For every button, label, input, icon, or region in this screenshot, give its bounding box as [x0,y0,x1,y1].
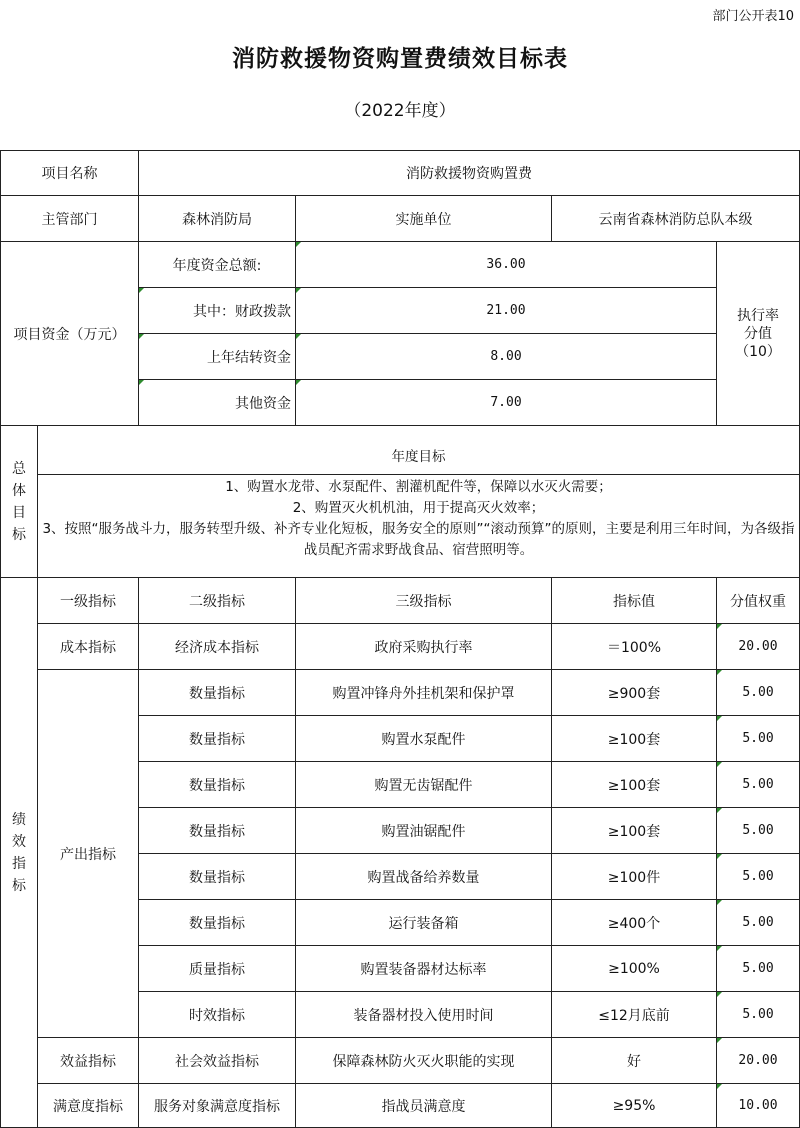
level2-indicator: 服务对象满意度指标 [139,1084,296,1128]
overall-goal-label [1,426,38,578]
indicator-value: ≥400个 [552,900,717,946]
indicator-value: ＝100% [552,624,717,670]
level2-indicator: 数量指标 [139,808,296,854]
indicator-value: ≤12月底前 [552,992,717,1038]
execution-rate-line2: 分值 [744,325,772,342]
level1-satisfaction: 满意度指标 [38,1084,139,1128]
level3-indicator: 购置水泵配件 [296,716,552,762]
annual-goal-cell [38,426,800,578]
indicator-value: 好 [552,1038,717,1084]
perf-indicator-char: 绩 [12,811,26,828]
level3-indicator: 指战员满意度 [296,1084,552,1128]
perf-indicator-char: 标 [12,877,26,894]
dept-label: 主管部门 [1,196,139,242]
perf-indicator-char: 指 [12,855,26,872]
indicator-row [1,1038,800,1084]
impl-unit-value: 云南省森林消防总队本级 [552,196,800,242]
indicator-weight: 5.00 [717,992,800,1038]
indicator-row [1,670,800,716]
indicator-value: ≥100套 [552,716,717,762]
level2-indicator: 数量指标 [139,670,296,716]
column-header-level2: 二级指标 [139,578,296,624]
overall-goal-char: 目 [12,504,26,521]
fund-fiscal-label: 其中：财政拨款 [139,288,296,334]
fund-total-value: 36.00 [296,242,717,288]
fiscal-year: （2022年度） [344,101,456,121]
level3-indicator: 运行装备箱 [296,900,552,946]
indicator-weight: 5.00 [717,762,800,808]
column-header-value: 指标值 [552,578,717,624]
project-name-value: 消防救援物资购置费 [139,151,800,196]
level2-indicator: 数量指标 [139,854,296,900]
indicator-value: ≥100套 [552,808,717,854]
indicator-header-row [1,578,800,624]
project-name-row [1,151,800,196]
annual-goal-text [38,475,799,563]
annual-goal-heading: 年度目标 [38,441,799,475]
level3-indicator: 购置战备给养数量 [296,854,552,900]
project-name-label: 项目名称 [1,151,139,196]
goal-line: 3、按照“服务战斗力，服务转型升级、补齐专业化短板，服务安全的原则”“滚动预算”的原则，主要是利用三年时间，为各级指战员配齐需求野战食品、宿营照明等。 [42,520,795,558]
fund-carry-value: 8.00 [296,334,717,380]
impl-unit-label: 实施单位 [296,196,552,242]
indicator-value: ≥900套 [552,670,717,716]
indicator-value: ≥100套 [552,762,717,808]
level2-indicator: 数量指标 [139,900,296,946]
overall-goal-row [1,426,800,578]
indicator-weight: 5.00 [717,946,800,992]
level3-indicator: 保障森林防火灭火职能的实现 [296,1038,552,1084]
column-header-level3: 三级指标 [296,578,552,624]
performance-indicator-label [1,578,38,1128]
column-header-weight: 分值权重 [717,578,800,624]
level3-indicator: 装备器材投入使用时间 [296,992,552,1038]
goal-line: 1、购置水龙带、水泵配件、割灌机配件等，保障以水灭火需要； [225,478,612,495]
execution-rate-line3: （10） [735,343,781,360]
level2-indicator: 数量指标 [139,716,296,762]
fund-carry-label: 上年结转资金 [139,334,296,380]
level1-output: 产出指标 [38,670,139,1038]
fund-other-label: 其他资金 [139,380,296,426]
perf-indicator-char: 效 [12,833,26,850]
dept-table-number: 部门公开表10 [712,9,794,24]
column-header-level1: 一级指标 [38,578,139,624]
funds-label: 项目资金（万元） [1,242,139,426]
fund-fiscal-value: 21.00 [296,288,717,334]
overall-goal-char: 体 [12,482,26,499]
level2-indicator: 时效指标 [139,992,296,1038]
fund-total-label: 年度资金总额: [139,242,296,288]
indicator-value: ≥100% [552,946,717,992]
goal-line: 2、购置灭火机机油，用于提高灭火效率； [292,499,545,516]
overall-goal-char: 总 [12,460,26,477]
indicator-value: ≥100件 [552,854,717,900]
indicator-weight: 20.00 [717,1038,800,1084]
indicator-value: ≥95% [552,1084,717,1128]
level3-indicator: 购置油锯配件 [296,808,552,854]
level2-indicator: 社会效益指标 [139,1038,296,1084]
level3-indicator: 购置冲锋舟外挂机架和保护罩 [296,670,552,716]
department-row [1,196,800,242]
fund-other-value: 7.00 [296,380,717,426]
execution-rate-line1: 执行率 [737,307,779,324]
level3-indicator: 政府采购执行率 [296,624,552,670]
level1-benefit: 效益指标 [38,1038,139,1084]
performance-target-table [0,150,800,1128]
execution-rate-score [717,242,800,426]
indicator-weight: 5.00 [717,716,800,762]
overall-goal-char: 标 [12,526,26,543]
indicator-weight: 5.00 [717,670,800,716]
dept-value: 森林消防局 [139,196,296,242]
indicator-weight: 5.00 [717,854,800,900]
page-title: 消防救援物资购置费绩效目标表 [232,46,568,72]
level2-indicator: 质量指标 [139,946,296,992]
level3-indicator: 购置无齿锯配件 [296,762,552,808]
indicator-weight: 5.00 [717,900,800,946]
indicator-row [1,1084,800,1128]
indicator-weight: 5.00 [717,808,800,854]
indicator-weight: 10.00 [717,1084,800,1128]
level2-indicator: 数量指标 [139,762,296,808]
level2-indicator: 经济成本指标 [139,624,296,670]
fund-total-row [1,242,800,288]
indicator-row [1,624,800,670]
indicator-weight: 20.00 [717,624,800,670]
level3-indicator: 购置装备器材达标率 [296,946,552,992]
level1-cost: 成本指标 [38,624,139,670]
